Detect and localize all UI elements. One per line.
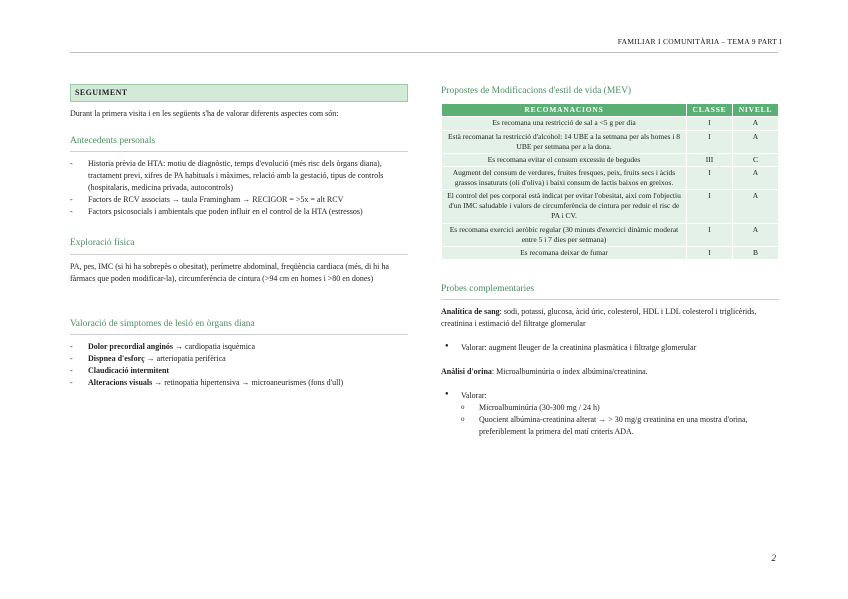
antecedents-list bbox=[70, 158, 408, 218]
table-cell: I bbox=[687, 130, 733, 153]
left-column bbox=[70, 84, 408, 389]
list-item bbox=[70, 353, 408, 365]
symptom-term: Dispnea d'esforç bbox=[88, 353, 145, 363]
valoracio-list bbox=[70, 341, 408, 389]
table-cell: Augment del consum de verdures, fruites fresques, peix, fruits secs i àcids grassos insaturats (oli d'oliva) i baixi consum de lactis baixos en greixos. bbox=[442, 166, 687, 189]
table-row bbox=[442, 117, 779, 130]
table-cell: III bbox=[687, 153, 733, 166]
mev-title: Propostes de Modificacions d'estil de vida (MEV) bbox=[441, 86, 632, 96]
analitica-paragraph bbox=[441, 306, 779, 330]
table-row bbox=[442, 130, 779, 153]
symptom-term: Claudicació intermitent bbox=[88, 365, 170, 375]
list-item: o Quocient albúmina-creatinina alterat → > 30 mg/g creatinina en una mostra d'orina, preferiblement la primera del matí criteris ADA. bbox=[461, 414, 779, 438]
table-cell: A bbox=[733, 223, 779, 246]
list-item: o Microalbuminúria (30-300 mg / 24 h) bbox=[461, 402, 779, 414]
symptom-detail: → arteriopatia perifèrica bbox=[144, 353, 226, 363]
table-row bbox=[442, 153, 779, 166]
orina-text: : Microalbuminúria o índex albúmina/creatinina. bbox=[491, 367, 648, 377]
table-row bbox=[442, 223, 779, 246]
exploracio-title: Exploració física bbox=[70, 236, 408, 254]
exploracio-section bbox=[70, 236, 408, 284]
symptom-term: Alteracions visuals bbox=[88, 377, 153, 387]
table-cell: Es recomana una restricció de sal a <5 g per dia bbox=[442, 117, 687, 130]
list-item bbox=[70, 377, 408, 389]
valorar-list bbox=[441, 390, 779, 402]
table-cell: I bbox=[687, 166, 733, 189]
table-row bbox=[442, 166, 779, 189]
table-cell: A bbox=[733, 130, 779, 153]
symptom-detail: → cardiopatia isquèmica bbox=[173, 341, 256, 351]
valorar-sublist bbox=[461, 402, 779, 438]
analitica-term: Analítica de sang bbox=[441, 307, 500, 317]
right-column bbox=[441, 84, 779, 438]
mev-table bbox=[441, 103, 779, 260]
list-item: ● Valorar: augment lleuger de la creatinina plasmàtica i filtratge glomerular bbox=[441, 342, 779, 354]
table-cell: El control del pes corporal està indicat per evitar l'obesitat, així com l'objectiu d'un IMC saludable i valors de circumferència de cintura per reduir el risc de PA i CV. bbox=[442, 190, 687, 223]
list-item: - Factors de RCV associats → taula Framingham → RECIGOR = >5x = alt RCV bbox=[70, 194, 408, 206]
table-cell: Està recomanat la restricció d'alcohol: 14 UBE a la setmana per als homes i 8 UBE per setmana per a la dona. bbox=[442, 130, 687, 153]
orina-paragraph bbox=[441, 366, 779, 378]
analitica-list bbox=[441, 342, 779, 354]
orina-term: Anàlisi d'orina bbox=[441, 367, 492, 377]
valoracio-section bbox=[70, 317, 408, 389]
list-item: - Historia prèvia de HTA: motiu de diagnòstic, temps d'evolució (més risc dels òrgans diana), tractament previ, xifres de PA habituals i màximes, relació amb la gestació, tipus de controls (hospitalaris, medicina privada, autocontrols) bbox=[70, 158, 408, 194]
page-header: FAMILIAR I COMUNITÀRIA – TEMA 9 PART I bbox=[617, 37, 782, 46]
analitica-text: : sodi, potassi, glucosa, àcid úric, colesterol, HDL i LDL colesterol i triglicèrids, creatinina i estimació del filtratge glomerular bbox=[441, 307, 757, 329]
table-cell: A bbox=[733, 117, 779, 130]
column-header-nivell: NIVELL bbox=[733, 104, 779, 117]
exploracio-text: PA, pes, IMC (si hi ha sobrepès o obesitat), perímetre abdominal, freqüència cardiaca (més, di hi ha fàrmacs que poden modificar-la), circumferència de cintura (>94 cm en homes i >80 en dones) bbox=[70, 261, 389, 283]
list-item: - Factors psicosocials i ambientals que poden influir en el control de la HTA (estressos) bbox=[70, 206, 408, 218]
probes-title: Probes complementaries bbox=[441, 282, 779, 300]
header-divider bbox=[70, 52, 778, 53]
table-cell: C bbox=[733, 153, 779, 166]
antecedents-section bbox=[70, 134, 408, 218]
table-row bbox=[442, 190, 779, 223]
table-cell: I bbox=[687, 223, 733, 246]
seguiment-heading: SEGUIMENT bbox=[70, 84, 408, 102]
table-cell: Es recomana exercici aeròbic regular (30 minuts d'exercici dinàmic moderat entre 5 i 7 dies per setmana) bbox=[442, 223, 687, 246]
page-number: 2 bbox=[771, 553, 776, 563]
table-row bbox=[442, 246, 779, 259]
symptom-detail: → retinopatia hipertensiva → microaneurismes (fons d'ull) bbox=[152, 377, 344, 387]
antecedents-title: Antecedents personals bbox=[70, 134, 408, 152]
table-cell: A bbox=[733, 190, 779, 223]
list-item: ● Valorar: bbox=[441, 390, 779, 402]
table-cell: B bbox=[733, 246, 779, 259]
list-item bbox=[70, 341, 408, 353]
table-cell: Es recomana evitar el consum excessiu de begudes bbox=[442, 153, 687, 166]
column-header-recomanacions: RECOMANACIONS bbox=[442, 104, 687, 117]
table-cell: Es recomana deixar de fumar bbox=[442, 246, 687, 259]
symptom-term: Dolor precordial anginós bbox=[88, 341, 174, 351]
table-cell: A bbox=[733, 166, 779, 189]
table-header-row bbox=[442, 104, 779, 117]
probes-section bbox=[441, 282, 779, 438]
table-cell: I bbox=[687, 117, 733, 130]
seguiment-text: Durant la primera visita i en les següents s'ha de valorar diferents aspectes com són: bbox=[70, 109, 339, 118]
table-cell: I bbox=[687, 246, 733, 259]
table-cell: I bbox=[687, 190, 733, 223]
list-item bbox=[70, 365, 408, 377]
column-header-classe: CLASSE bbox=[687, 104, 733, 117]
valoracio-title: Valoració de símptomes de lesió en òrgans diana bbox=[70, 317, 408, 335]
